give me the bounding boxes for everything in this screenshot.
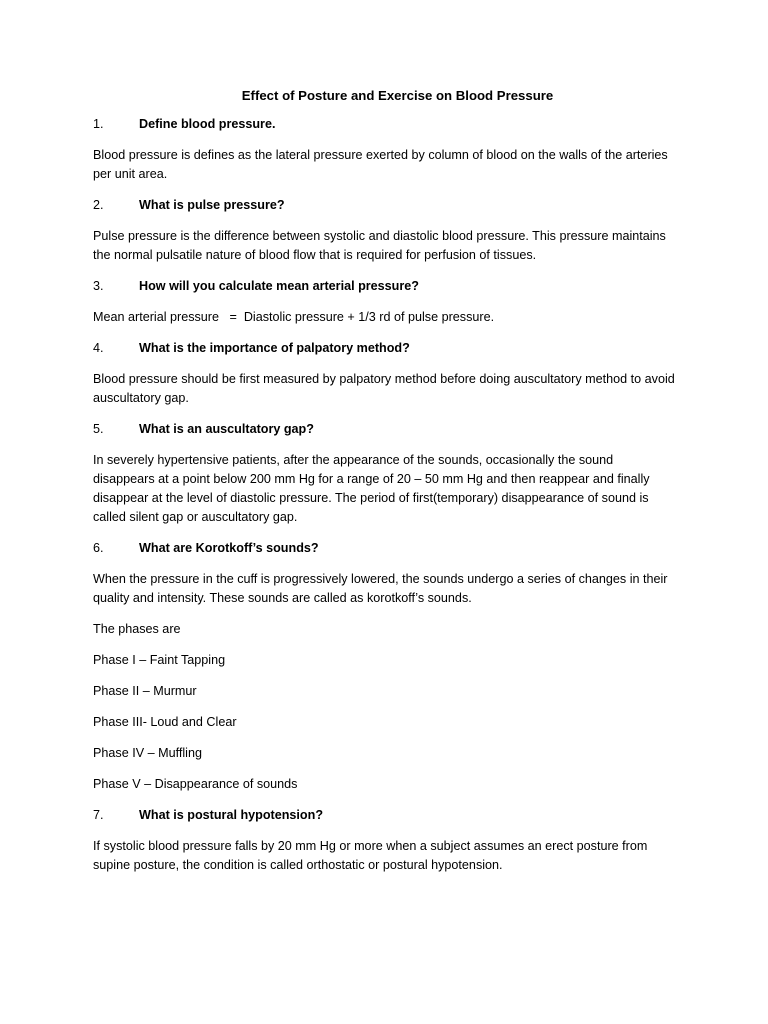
- answer-2: Pulse pressure is the difference between systolic and diastolic blood pressure. This pressure maintains the normal pulsatile nature of blood flow that is required for perfusion of tissues.: [93, 229, 666, 262]
- question-number: 6.: [93, 541, 104, 555]
- question-3: [93, 277, 676, 296]
- document-title: Effect of Posture and Exercise on Blood Pressure: [241, 88, 554, 103]
- answer-1: Blood pressure is defines as the lateral pressure exerted by column of blood on the walls of the arteries per unit area.: [93, 148, 668, 181]
- question-number: 5.: [93, 422, 104, 436]
- question-7: [93, 806, 676, 825]
- question-text: What is an auscultatory gap?: [139, 422, 314, 436]
- phase-item: Phase II – Murmur: [93, 684, 197, 698]
- phase-item: Phase IV – Muffling: [93, 746, 202, 760]
- answer-5: In severely hypertensive patients, after the appearance of the sounds, occasionally the sound disappears at a point below 200 mm Hg for a range of 20 – 50 mm Hg and then reappear and finally disappear at the level of diastolic pressure. The period of first(temporary) disappearance of sound is called silent gap or auscultatory gap.: [93, 453, 650, 524]
- phase-item: Phase V – Disappearance of sounds: [93, 777, 298, 791]
- phases-intro: The phases are: [93, 622, 181, 636]
- answer-4: Blood pressure should be first measured by palpatory method before doing auscultatory method to avoid auscultatory gap.: [93, 372, 675, 405]
- question-text: What is postural hypotension?: [139, 808, 324, 822]
- answer-6: When the pressure in the cuff is progressively lowered, the sounds undergo a series of changes in their quality and intensity. These sounds are called as korotkoff’s sounds.: [93, 572, 668, 605]
- question-number: 4.: [93, 341, 104, 355]
- phase-item: Phase I – Faint Tapping: [93, 653, 226, 667]
- question-4: [93, 339, 676, 358]
- question-6: [93, 539, 676, 558]
- answer-3: Mean arterial pressure = Diastolic pressure + 1/3 rd of pulse pressure.: [93, 310, 495, 324]
- question-number: 3.: [93, 279, 104, 293]
- question-text: How will you calculate mean arterial pressure?: [139, 279, 419, 293]
- question-number: 7.: [93, 808, 104, 822]
- question-number: 1.: [93, 117, 104, 131]
- question-text: What are Korotkoff’s sounds?: [139, 541, 319, 555]
- question-number: 2.: [93, 198, 104, 212]
- answer-7: If systolic blood pressure falls by 20 mm Hg or more when a subject assumes an erect posture from supine posture, the condition is called orthostatic or postural hypotension.: [93, 839, 648, 872]
- question-2: [93, 196, 676, 215]
- question-1: [93, 115, 676, 134]
- question-text: What is pulse pressure?: [139, 198, 285, 212]
- question-text: Define blood pressure.: [139, 117, 276, 131]
- phase-item: Phase III- Loud and Clear: [93, 715, 237, 729]
- question-5: [93, 420, 676, 439]
- question-text: What is the importance of palpatory method?: [139, 341, 410, 355]
